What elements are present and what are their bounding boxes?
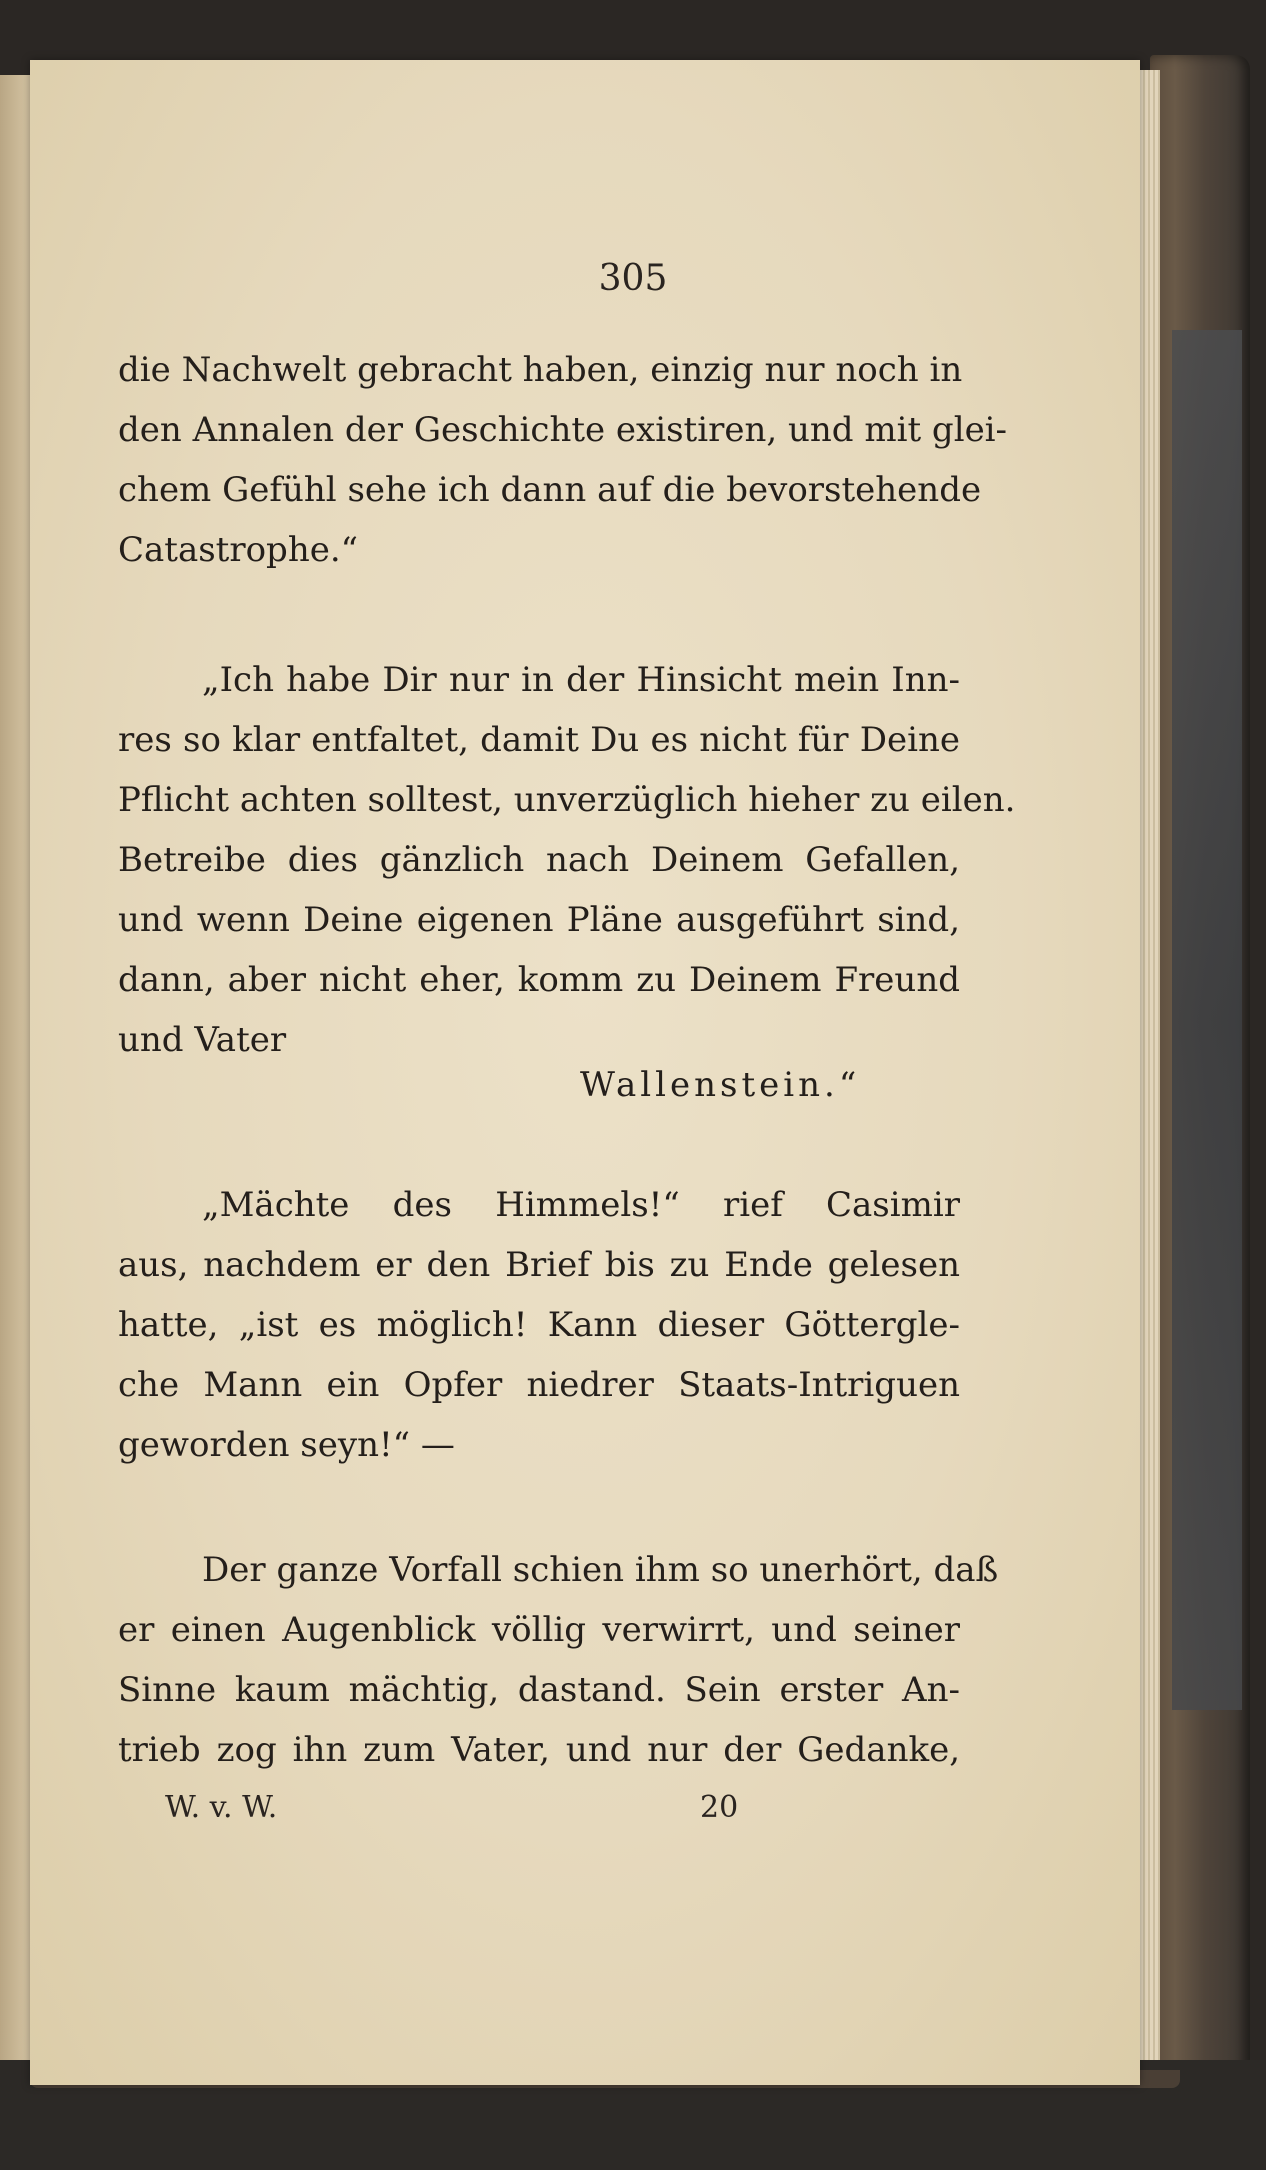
text-line: „Mächte des Himmels!“ rief Casimir	[202, 1185, 960, 1225]
page-number: 305	[598, 258, 668, 299]
printer-signature-mark: W. v. W.	[165, 1790, 278, 1825]
text-line: er einen Augenblick völlig verwirrt, und seiner	[118, 1610, 960, 1650]
text-line: Betreibe dies gänzlich nach Deinem Gefallen,	[118, 840, 960, 880]
text-line: die Nachwelt gebracht haben, einzig nur noch in	[118, 350, 963, 390]
sheet-number: 20	[700, 1790, 739, 1825]
text-line: Catastrophe.“	[118, 530, 359, 570]
text-line: Der ganze Vorfall schien ihm so unerhört, daß	[202, 1550, 999, 1590]
text-line: den Annalen der Geschichte existiren, und mit glei-	[118, 410, 1008, 450]
left-page-edge	[0, 75, 34, 2065]
letter-signature: Wallenstein.“	[580, 1065, 861, 1105]
text-line: und wenn Deine eigenen Pläne ausgeführt sind,	[118, 900, 960, 940]
text-line: res so klar entfaltet, damit Du es nicht für Deine	[118, 720, 960, 760]
text-line: und Vater	[118, 1020, 287, 1060]
text-line: Sinne kaum mächtig, dastand. Sein erster An-	[118, 1670, 960, 1710]
text-line: trieb zog ihn zum Vater, und nur der Gedanke,	[118, 1730, 960, 1770]
text-line: dann, aber nicht eher, komm zu Deinem Freund	[118, 960, 960, 1000]
text-line: „Ich habe Dir nur in der Hinsicht mein Inn-	[202, 660, 960, 700]
text-line: Pflicht achten solltest, unverzüglich hieher zu eilen.	[118, 780, 1016, 820]
text-line: che Mann ein Opfer niedrer Staats-Intriguen	[118, 1365, 960, 1405]
text-line: geworden seyn!“ —	[118, 1425, 455, 1465]
text-line: chem Gefühl sehe ich dann auf die bevorstehende	[118, 470, 982, 510]
text-line: aus, nachdem er den Brief bis zu Ende gelesen	[118, 1245, 960, 1285]
cover-spine-strip	[1172, 330, 1242, 1710]
text-line: hatte, „ist es möglich! Kann dieser Göttergle-	[118, 1305, 960, 1345]
